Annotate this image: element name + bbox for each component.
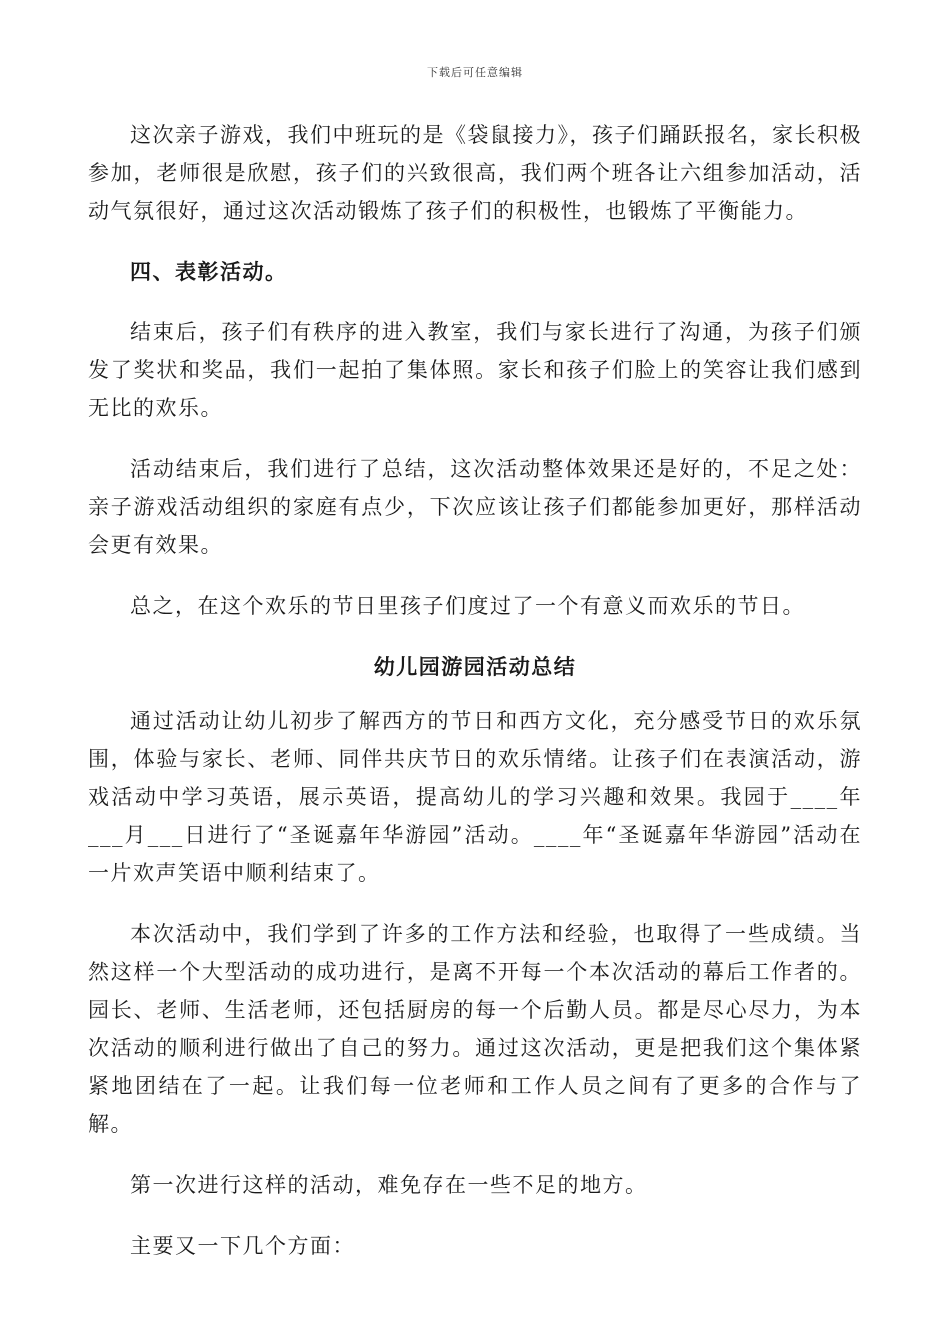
paragraph-activity-summary: 活动结束后，我们进行了总结，这次活动整体效果还是好的，不足之处：亲子游戏活动组织的家庭有点少，下次应该让孩子们都能参加更好，那样活动会更有效果。 xyxy=(88,457,862,557)
paragraph-garden-party-intro: 通过活动让幼儿初步了解西方的节日和西方文化，充分感受节日的欢乐氛围，体验与家长、老师、同伴共庆节日的欢乐情绪。让孩子们在表演活动，游戏活动中学习英语，展示英语，提高幼儿的学习兴趣和效果。我园于____年___月___日进行了“圣诞嘉年华游园”活动。____年“圣诞嘉年华游园”活动在一片欢声笑语中顺利结束了。 xyxy=(88,709,862,885)
document-body xyxy=(88,116,862,1288)
paragraph-main-aspects: 主要又一下几个方面： xyxy=(130,1234,355,1258)
paragraph-experience: 本次活动中，我们学到了许多的工作方法和经验，也取得了一些成绩。当然这样一个大型活动的成功进行，是离不开每一个本次活动的幕后工作者的。园长、老师、生活老师，还包括厨房的每一个后勤人员。都是尽心尽力，为本次活动的顺利进行做出了自己的努力。通过这次活动，更是把我们这个集体紧紧地团结在了一起。让我们每一位老师和工作人员之间有了更多的合作与了解。 xyxy=(88,922,862,1136)
page-header-note: 下载后可任意编辑 xyxy=(427,66,523,79)
section-heading-commendation: 四、表彰活动。 xyxy=(130,259,288,284)
document-title-garden-party: 幼儿园游园活动总结 xyxy=(373,654,577,679)
paragraph-shortcomings: 第一次进行这样的活动，难免存在一些不足的地方。 xyxy=(130,1173,648,1197)
paragraph-parent-child-game: 这次亲子游戏，我们中班玩的是《袋鼠接力》，孩子们踊跃报名，家长积极参加，老师很是欣慰，孩子们的兴致很高，我们两个班各让六组参加活动，活动气氛很好，通过这次活动锻炼了孩子们的积极性，也锻炼了平衡能力。 xyxy=(88,123,862,223)
paragraph-conclusion: 总之，在这个欢乐的节日里孩子们度过了一个有意义而欢乐的节日。 xyxy=(130,594,805,618)
paragraph-awards: 结束后，孩子们有秩序的进入教室，我们与家长进行了沟通，为孩子们颁发了奖状和奖品，我们一起拍了集体照。家长和孩子们脸上的笑容让我们感到无比的欢乐。 xyxy=(88,320,862,420)
